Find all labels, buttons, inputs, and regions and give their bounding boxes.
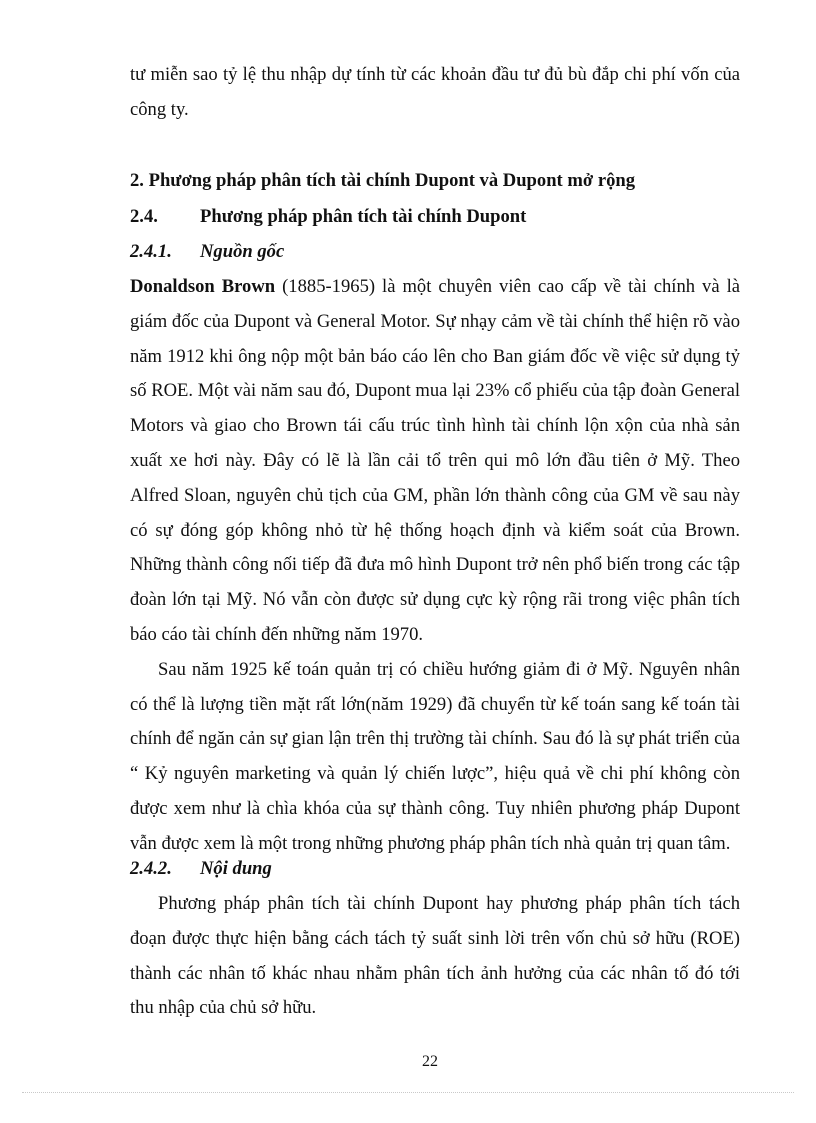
page-number: 22 [422,1053,438,1070]
origin-paragraph-1-text: (1885-1965) là một chuyên viên cao cấp về tài chính và là giám đốc của Dupont và General Motor. Sự nhạy cảm về tài chính thể hiện rõ vào năm 1912 khi ông nộp một bản báo cáo lên cho Ban giám đốc về việc sử dụng tỷ số ROE. Một vài năm sau đó, Dupont mua lại 23% cổ phiếu của tập đoàn General Motors và giao cho Brown tái cấu trúc tình hình tài chính lộn xộn của nhà sản xuất xe hơi này. Đây có lẽ là lần cải tổ trên qui mô lớn đầu tiên ở Mỹ. Theo Alfred Sloan, nguyên chủ tịch của GM, phần lớn thành công của GM về sau này có sự đóng góp không nhỏ từ hệ thống hoạch định và kiểm soát của Brown. Những thành công nối tiếp đã đưa mô hình Dupont trở nên phổ biến trong các tập đoàn lớn tại Mỹ. Nó vẫn còn được sử dụng cực kỳ rộng rãi trong việc phân tích báo cáo tài chính đến những năm 1970. [130,276,740,645]
origin-paragraph-2: Sau năm 1925 kế toán quản trị có chiều hướng giảm đi ở Mỹ. Nguyên nhân có thể là lượng tiền mặt rất lớn(năm 1929) đã chuyển từ kế toán sang kế toán tài chính để ngăn cản sự gian lận trên thị trường tài chính. Sau đó là sự phát triển của “ Kỷ nguyên marketing và quản lý chiến lược”, hiệu quả về chi phí không còn được xem như là chìa khóa của sự thành công. Tuy nhiên phương pháp Dupont vẫn được xem là một trong những phương pháp phân tích nhà quản trị quan tâm. [130,658,740,854]
heading-2-4-title: Phương pháp phân tích tài chính Dupont [200,206,527,227]
heading-2-4-1-number: 2.4.1. [130,241,172,262]
origin-paragraph-1 [130,270,740,653]
heading-2-4-number: 2.4. [130,206,158,227]
origin-section-body [130,270,740,862]
section-heading-2-4-2 [130,852,272,886]
heading-2-4-2-number: 2.4.2. [130,858,172,879]
content-section-body [130,887,740,1026]
continuation-paragraph [130,58,740,128]
continuation-text: tư miễn sao tỷ lệ thu nhập dự tính từ các khoản đầu tư đủ bù đắp chi phí vốn của công ty. [130,64,740,120]
heading-2-4-1-title: Nguồn gốc [200,241,285,262]
page-bottom-divider [22,1092,794,1093]
section-heading-2-4-1 [130,235,284,269]
content-paragraph: Phương pháp phân tích tài chính Dupont hay phương pháp phân tích tách đoạn được thực hiện bằng cách tách tỷ suất sinh lời trên vốn chủ sở hữu (ROE) thành các nhân tố khác nhau nhằm phân tích ảnh hưởng của các nhân tố đó tới thu nhập của chủ sở hữu. [130,893,740,1019]
donaldson-brown-name: Donaldson Brown [130,276,276,297]
heading-2-4-2-title: Nội dung [200,858,272,879]
section-heading-2: 2. Phương pháp phân tích tài chính Dupont và Dupont mở rộng [130,170,636,191]
section-heading-2-4 [130,200,526,234]
